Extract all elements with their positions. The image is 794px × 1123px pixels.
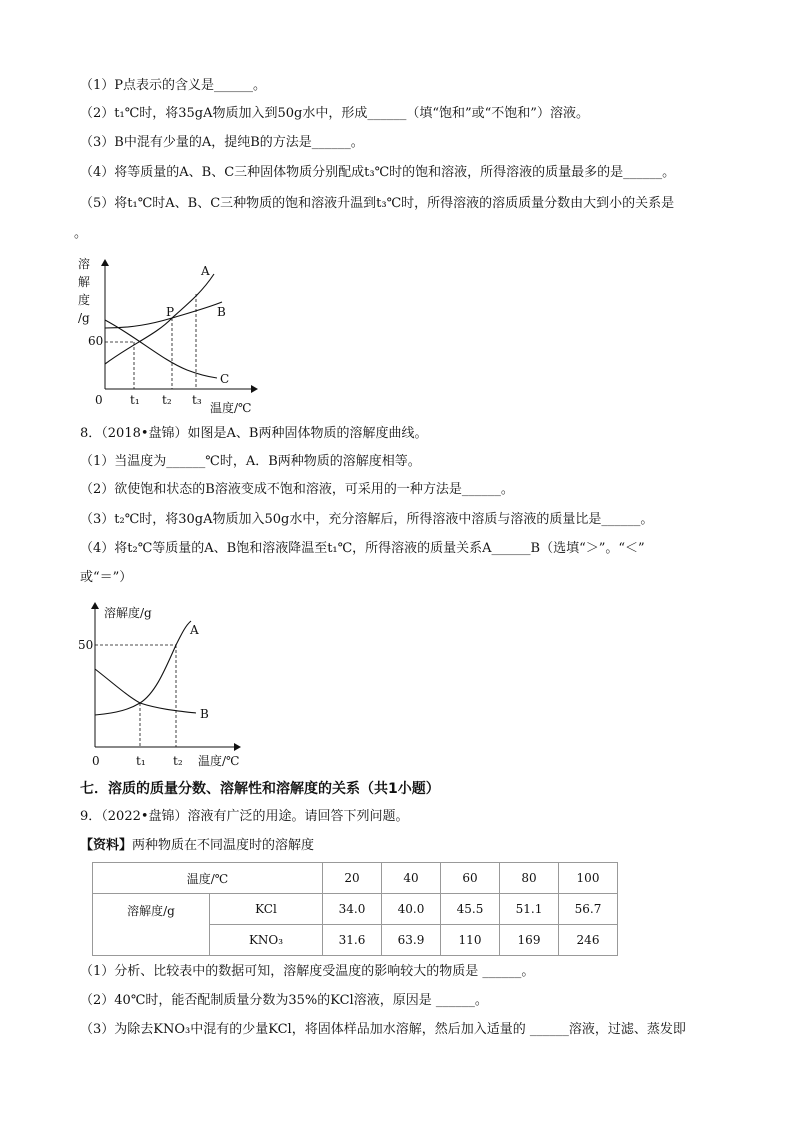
q8-item-2: （2）欲使饱和状态的B溶液变成不饱和溶液，可采用的一种方法是______。 (80, 482, 514, 497)
q7-x-tick-t2: t₂ (162, 393, 172, 407)
section-7-title: 七．溶质的质量分数、溶解性和溶解度的关系（共1小题） (80, 781, 440, 797)
q8-curve-B (95, 669, 196, 713)
q8-xlabel: 温度/℃ (198, 754, 240, 768)
q8-y-tick-50: 50 (78, 638, 94, 652)
q8-label-A: A (190, 623, 199, 637)
table-temp-cell: 100 (559, 863, 618, 894)
q7-ylabel-2: 解 (78, 275, 91, 289)
q7-origin: 0 (95, 393, 103, 407)
table-temp-header: 温度/℃ (93, 863, 323, 894)
q9-material-text: 两种物质在不同温度时的溶解度 (132, 838, 315, 853)
q9-material-tag: 【资料】 (80, 838, 133, 853)
q8-label-B: B (200, 707, 209, 721)
table-temp-cell: 80 (500, 863, 559, 894)
q9-item-2: （2）40℃时，能否配制质量分数为35%的KCl溶液，原因是 ______。 (80, 993, 488, 1008)
q8-item-4: （4）将t₂℃等质量的A、B饱和溶液降温至t₁℃，所得溶液的质量关系A______B（选填“＞”。“＜” (80, 541, 645, 556)
q7-curve-A (105, 274, 214, 364)
q8-curve-A (95, 621, 191, 715)
table-cell: 40.0 (382, 894, 441, 925)
q7-curve-C (105, 320, 217, 378)
q7-curve-B (105, 302, 222, 328)
table-temp-cell: 60 (441, 863, 500, 894)
table-substance-kno3: KNO₃ (210, 925, 323, 956)
q7-y-tick-60: 60 (88, 334, 104, 348)
table-cell: 45.5 (441, 894, 500, 925)
q7-item-3: （3）B中混有少量的A，提纯B的方法是______。 (80, 135, 364, 150)
q7-ylabel-3: 度 (78, 293, 91, 307)
table-temp-cell: 20 (323, 863, 382, 894)
table-cell: 169 (500, 925, 559, 956)
q7-solubility-chart (72, 252, 272, 417)
q8-item-3: （3）t₂℃时，将30gA物质加入50g水中，充分溶解后，所得溶液中溶质与溶液的质量比是______。 (80, 512, 654, 527)
q8-solubility-chart (78, 597, 258, 772)
q7-item-1: （1）P点表示的含义是______。 (80, 78, 267, 93)
q7-label-A: A (201, 264, 210, 278)
q7-label-B: B (217, 305, 226, 319)
table-row (93, 894, 618, 925)
q7-item-4: （4）将等质量的A、B、C三种固体物质分别配成t₃℃时的饱和溶液，所得溶液的质量最多的是______。 (80, 165, 676, 180)
q7-x-tick-t3: t₃ (192, 393, 202, 407)
q7-item-5-end: 。 (74, 226, 88, 241)
q9-item-1: （1）分析、比较表中的数据可知，溶解度受温度的影响较大的物质是 ______。 (80, 964, 535, 979)
table-cell: 31.6 (323, 925, 382, 956)
table-cell: 63.9 (382, 925, 441, 956)
q7-x-tick-t1: t₁ (130, 393, 140, 407)
q8-x-tick-t1: t₁ (136, 754, 146, 768)
table-cell: 246 (559, 925, 618, 956)
table-cell: 110 (441, 925, 500, 956)
q7-item-2: （2）t₁℃时，将35gA物质加入到50g水中，形成______（填“饱和”或“不饱和”）溶液。 (80, 106, 589, 121)
q9-solubility-table (92, 862, 618, 956)
q7-ylabel-1: 溶 (78, 257, 91, 271)
table-substance-kcl: KCl (210, 894, 323, 925)
table-temp-cell: 40 (382, 863, 441, 894)
q8-item-4-cont: 或“＝”） (80, 570, 133, 585)
q9-intro: 9．（2022•盘锦）溶液有广泛的用途。请回答下列问题。 (80, 809, 409, 824)
table-cell: 51.1 (500, 894, 559, 925)
q7-ylabel-4: /g (78, 311, 90, 325)
q7-label-C: C (220, 372, 230, 386)
q7-item-5: （5）将t₁℃时A、B、C三种物质的饱和溶液升温到t₃℃时，所得溶液的溶质质量分数由大到小的关系是 (80, 196, 675, 211)
q8-origin: 0 (92, 754, 100, 768)
q9-item-3: （3）为除去KNO₃中混有的少量KCl，将固体样品加水溶解，然后加入适量的 ______溶液，过滤、蒸发即 (80, 1022, 686, 1037)
q8-ylabel: 溶解度/g (104, 606, 152, 620)
q8-intro: 8．（2018•盘锦）如图是A、B两种固体物质的溶解度曲线。 (80, 426, 428, 441)
q7-xlabel: 温度/℃ (210, 401, 252, 415)
q8-x-tick-t2: t₂ (173, 754, 183, 768)
table-cell: 56.7 (559, 894, 618, 925)
table-row (93, 863, 618, 894)
q7-label-P: P (166, 305, 175, 319)
q8-item-1: （1）当温度为______℃时，A．B两种物质的溶解度相等。 (80, 454, 421, 469)
table-row-header: 溶解度/g (93, 894, 210, 956)
q9-material (80, 838, 314, 854)
table-cell: 34.0 (323, 894, 382, 925)
